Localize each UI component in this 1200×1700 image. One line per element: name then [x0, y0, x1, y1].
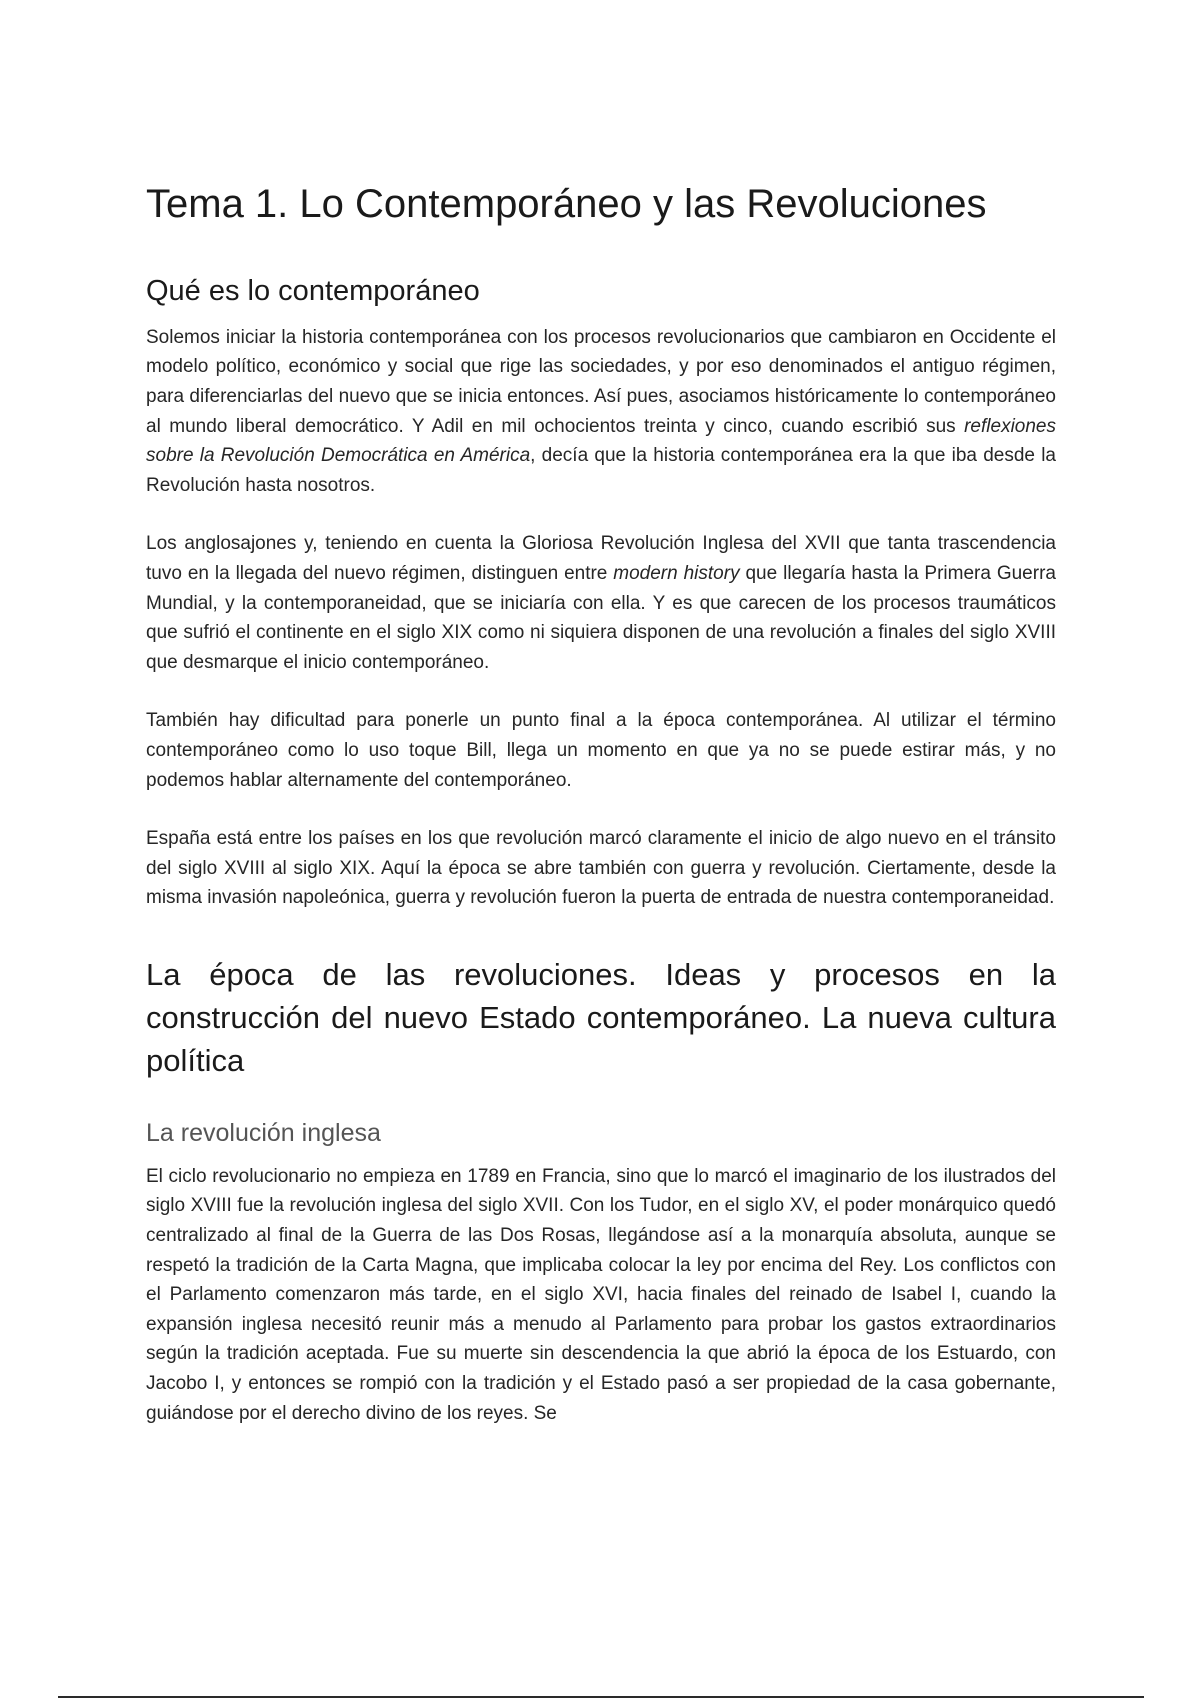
section-heading-epoca-revoluciones: La época de las revoluciones. Ideas y procesos en la construcción del nuevo Estado contemporáneo. La nueva cultura política [146, 956, 1056, 1078]
paragraph-2-text-a: Los anglosajones y, teniendo en cuenta la Gloriosa Revolución Inglesa del XVII que tanta trascendencia tuvo en la llegada del nuevo régimen, distinguen entre [146, 533, 1056, 584]
paragraph-1 [146, 323, 1056, 501]
footer-divider [58, 1696, 1144, 1698]
subsection-heading-revolucion-inglesa: La revolución inglesa [146, 1118, 381, 1147]
paragraph-4: España está entre los países en los que revolución marcó claramente el inicio de algo nuevo en el tránsito del siglo XVIII al siglo XIX. Aquí la época se abre también con guerra y revolución. Ciertamente, desde la misma invasión napoleónica, guerra y revolución fueron la puerta de entrada de nuestra contemporaneidad. [146, 828, 1056, 909]
paragraph-1-text-b: , decía que la historia contemporánea era la que iba desde la Revolución hasta nosotros. [146, 445, 1056, 496]
paragraph-2-italic-term: modern history [613, 562, 740, 584]
paragraph-1-italic-title: reflexiones sobre la Revolución Democrática en América [146, 415, 1056, 467]
document-title: Tema 1. Lo Contemporáneo y las Revoluciones [146, 182, 987, 226]
paragraph-2-text-b: que llegaría hasta la Primera Guerra Mundial, y la contemporaneidad, que se iniciaría con ella. Y es que carecen de los procesos traumáticos que sufrió el continente en el siglo XIX como ni siquiera disponen de una revolución a finales del siglo XVIII que desmarque el inicio contemporáneo. [146, 562, 1056, 673]
paragraph-5: El ciclo revolucionario no empieza en 1789 en Francia, sino que lo marcó el imaginario de los ilustrados del siglo XVIII fue la revolución inglesa del siglo XVII. Con los Tudor, en el siglo XV, el poder monárquico quedó centralizado al final de la Guerra de las Dos Rosas, llegándose así a la monarquía absoluta, aunque se respetó la tradición de la Carta Magna, que implicaba colocar la ley por encima del Rey. Los conflictos con el Parlamento comenzaron más tarde, en el siglo XVI, hacia finales del reinado de Isabel I, cuando la expansión inglesa necesitó reunir más a menudo al Parlamento para probar los gastos extraordinarios según la tradición aceptada. Fue su muerte sin descendencia la que abrió la época de los Estuardo, con Jacobo I, y entonces se rompió con la tradición y el Estado pasó a ser propiedad de la casa gobernante, guiándose por el derecho divino de los reyes. Se [146, 1165, 1056, 1424]
paragraph-1-text-a: Solemos iniciar la historia contemporánea con los procesos revolucionarios que cambiaron en Occidente el modelo político, económico y social que rige las sociedades, y por eso denominados el antiguo régimen, para diferenciarlas del nuevo que se inicia entonces. Así pues, asociamos históricamente lo contemporáneo al mundo liberal democrático. Y Adil en mil ochocientos treinta y cinco, cuando escribió sus [146, 326, 1056, 437]
paragraph-3: También hay dificultad para ponerle un punto final a la época contemporánea. Al utilizar el término contemporáneo como lo uso toque Bill, llega un momento en que ya no se puede estirar más, y no podemos hablar alternamente del contemporáneo. [146, 710, 1056, 791]
paragraph-2 [146, 529, 1056, 677]
section-heading-que-es-lo-contemporaneo: Qué es lo contemporáneo [146, 275, 480, 307]
document-page [146, 180, 1056, 1428]
